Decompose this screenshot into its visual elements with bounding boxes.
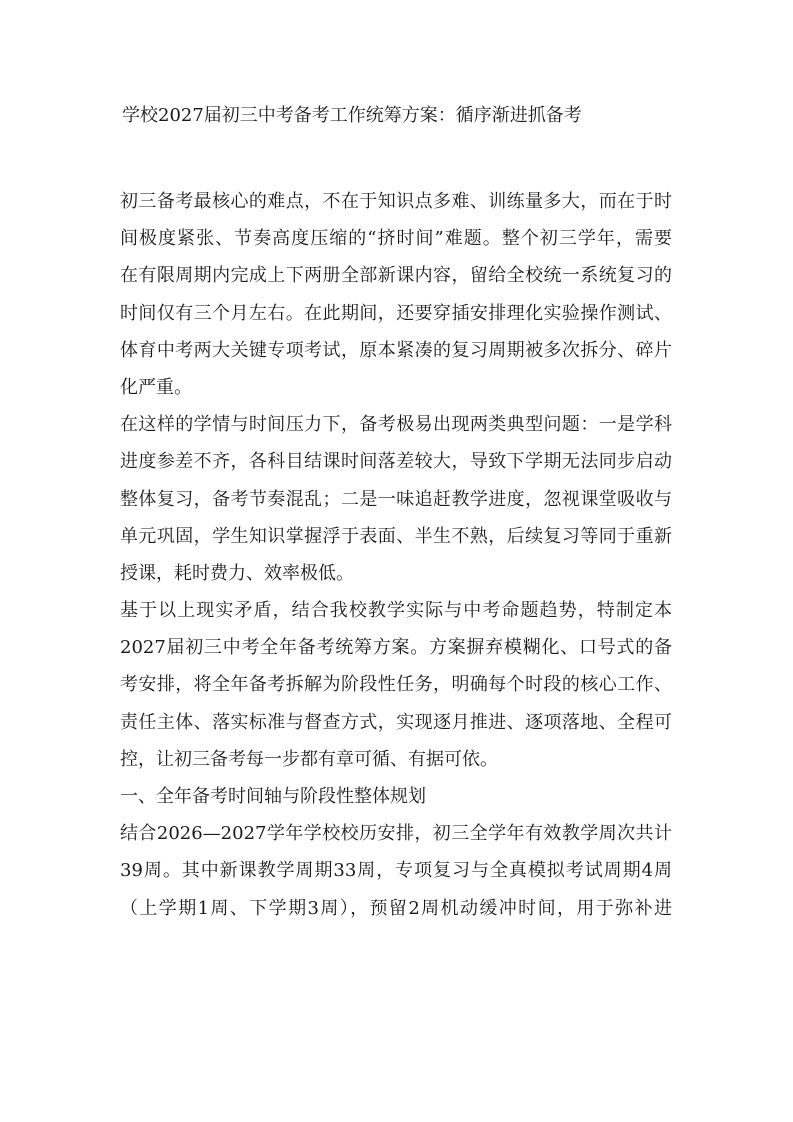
body-line: （上学期1周、下学期3周），预留2周机动缓冲时间，用于弥补进 bbox=[120, 897, 672, 919]
document-title: 学校2027届初三中考备考工作统筹方案：循序渐进抓备考 bbox=[122, 105, 582, 126]
body-line: 基于以上现实矛盾，结合我校教学实际与中考命题趋势，特制定本 bbox=[120, 600, 672, 622]
body-line: 初三备考最核心的难点，不在于知识点多难、训练量多大，而在于时 bbox=[120, 191, 672, 212]
body-line: 在这样的学情与时间压力下，备考极易出现两类典型问题：一是学科 bbox=[120, 414, 672, 436]
section-heading: 一、全年备考时间轴与阶段性整体规划 bbox=[120, 786, 426, 807]
body-line: 结合2026—2027学年学校校历安排，初三全学年有效教学周次共计 bbox=[120, 823, 672, 845]
body-line: 化严重。 bbox=[120, 376, 192, 398]
body-line: 控，让初三备考每一步都有章可循、有据可依。 bbox=[120, 748, 498, 770]
body-line: 考安排，将全年备考拆解为阶段性任务，明确每个时段的核心工作、 bbox=[120, 674, 672, 696]
body-line: 39周。其中新课教学周期33周，专项复习与全真模拟考试周期4周 bbox=[120, 860, 672, 882]
document-body bbox=[120, 183, 672, 927]
body-line: 时间仅有三个月左右。在此期间，还要穿插安排理化实验操作测试、 bbox=[120, 302, 672, 324]
body-line: 单元巩固，学生知识掌握浮于表面、半生不熟，后续复习等同于重新 bbox=[120, 525, 672, 547]
body-line: 整体复习，备考节奏混乱；二是一味追赶教学进度，忽视课堂吸收与 bbox=[120, 488, 672, 510]
body-line: 责任主体、落实标准与督查方式，实现逐月推进、逐项落地、全程可 bbox=[120, 711, 672, 733]
body-line: 授课，耗时费力、效率极低。 bbox=[120, 562, 354, 584]
body-line: 2027届初三中考全年备考统筹方案。方案摒弃模糊化、口号式的备 bbox=[120, 637, 672, 659]
body-line: 进度参差不齐，各科目结课时间落差较大，导致下学期无法同步启动 bbox=[120, 451, 672, 473]
body-line: 体育中考两大关键专项考试，原本紧凑的复习周期被多次拆分、碎片 bbox=[120, 339, 672, 361]
body-line: 间极度紧张、节奏高度压缩的“挤时间”难题。整个初三学年，需要 bbox=[120, 228, 672, 250]
body-line: 在有限周期内完成上下两册全部新课内容，留给全校统一系统复习的 bbox=[120, 265, 672, 287]
